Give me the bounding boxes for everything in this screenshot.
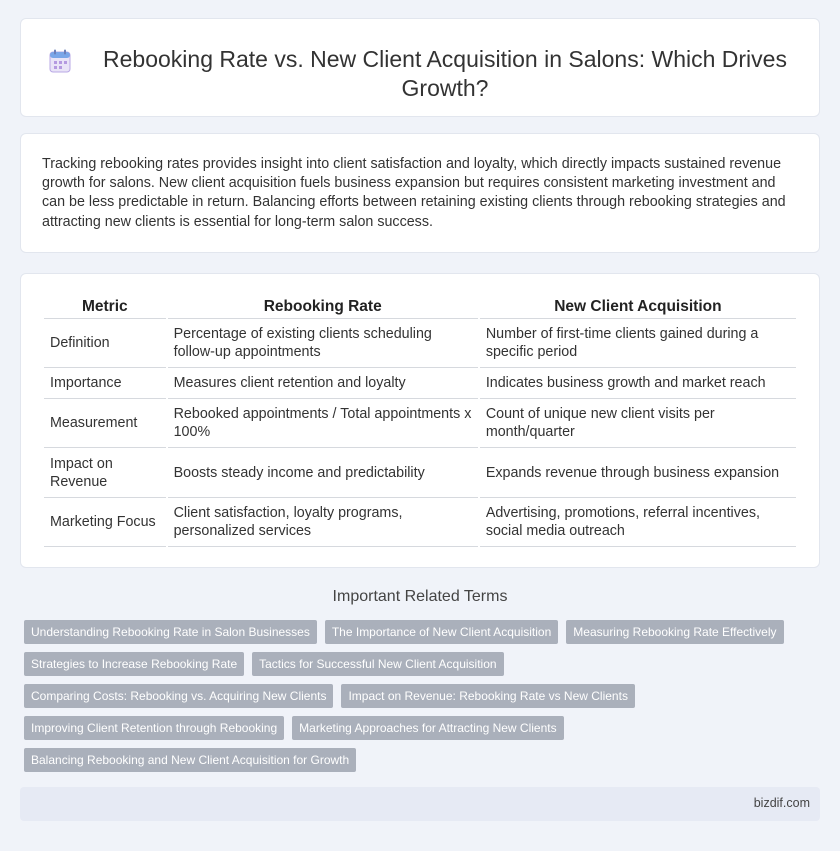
acquisition-cell: Count of unique new client visits per month/quarter [480, 399, 796, 448]
acquisition-cell: Expands revenue through business expansion [480, 448, 796, 498]
rebooking-cell: Percentage of existing clients scheduling follow-up appointments [168, 319, 478, 368]
table-row [44, 448, 796, 498]
row-label: Marketing Focus [44, 498, 166, 547]
related-term-tag[interactable]: Strategies to Increase Rebooking Rate [24, 652, 244, 676]
row-label: Impact on Revenue [44, 448, 166, 498]
footer [20, 787, 820, 821]
tag-row [24, 716, 814, 740]
intro-card [20, 133, 820, 253]
related-term-tag[interactable]: Comparing Costs: Rebooking vs. Acquiring New Clients [24, 684, 333, 708]
tag-row [24, 684, 814, 708]
table-row [44, 319, 796, 368]
table-row [44, 498, 796, 547]
related-term-tag[interactable]: Tactics for Successful New Client Acquisition [252, 652, 503, 676]
tag-row [24, 652, 814, 676]
rebooking-cell: Client satisfaction, loyalty programs, personalized services [168, 498, 478, 547]
intro-paragraph: Tracking rebooking rates provides insight into client satisfaction and loyalty, which directly impacts sustained revenue growth for salons. New client acquisition fuels business expansion but requires consistent marketing investment and can be less predictable in return. Balancing efforts between retaining existing clients through rebooking strategies and attracting new clients is essential for long-term salon success. [42, 156, 786, 230]
header-rebooking-rate: Rebooking Rate [168, 295, 478, 319]
acquisition-cell: Number of first-time clients gained during a specific period [480, 319, 796, 368]
tag-row [24, 620, 814, 644]
rebooking-cell: Rebooked appointments / Total appointments x 100% [168, 399, 478, 448]
calendar-icon [49, 49, 71, 73]
rebooking-cell: Measures client retention and loyalty [168, 368, 478, 399]
row-label: Definition [44, 319, 166, 368]
table-header-row [44, 295, 796, 319]
comparison-table-card [20, 273, 820, 568]
related-terms-heading: Important Related Terms [332, 588, 508, 605]
row-label: Importance [44, 368, 166, 399]
row-label: Measurement [44, 399, 166, 448]
related-term-tag[interactable]: Measuring Rebooking Rate Effectively [566, 620, 783, 644]
title-card [20, 18, 820, 117]
table-row [44, 399, 796, 448]
related-term-tag[interactable]: Understanding Rebooking Rate in Salon Businesses [24, 620, 317, 644]
acquisition-cell: Indicates business growth and market reach [480, 368, 796, 399]
comparison-table [42, 295, 798, 547]
related-term-tag[interactable]: Marketing Approaches for Attracting New Clients [292, 716, 563, 740]
rebooking-cell: Boosts steady income and predictability [168, 448, 478, 498]
acquisition-cell: Advertising, promotions, referral incentives, social media outreach [480, 498, 796, 547]
tag-row [24, 748, 814, 772]
related-term-tag[interactable]: Improving Client Retention through Rebooking [24, 716, 284, 740]
related-terms-list [24, 620, 814, 780]
table-row [44, 368, 796, 399]
related-term-tag[interactable]: Balancing Rebooking and New Client Acquisition for Growth [24, 748, 356, 772]
page-title: Rebooking Rate vs. New Client Acquisition in Salons: Which Drives Growth? [103, 46, 787, 101]
header-metric: Metric [44, 295, 166, 319]
related-term-tag[interactable]: The Importance of New Client Acquisition [325, 620, 558, 644]
related-term-tag[interactable]: Impact on Revenue: Rebooking Rate vs New Clients [341, 684, 634, 708]
footer-site-link[interactable]: bizdif.com [753, 796, 810, 810]
header-new-client-acquisition: New Client Acquisition [480, 295, 796, 319]
